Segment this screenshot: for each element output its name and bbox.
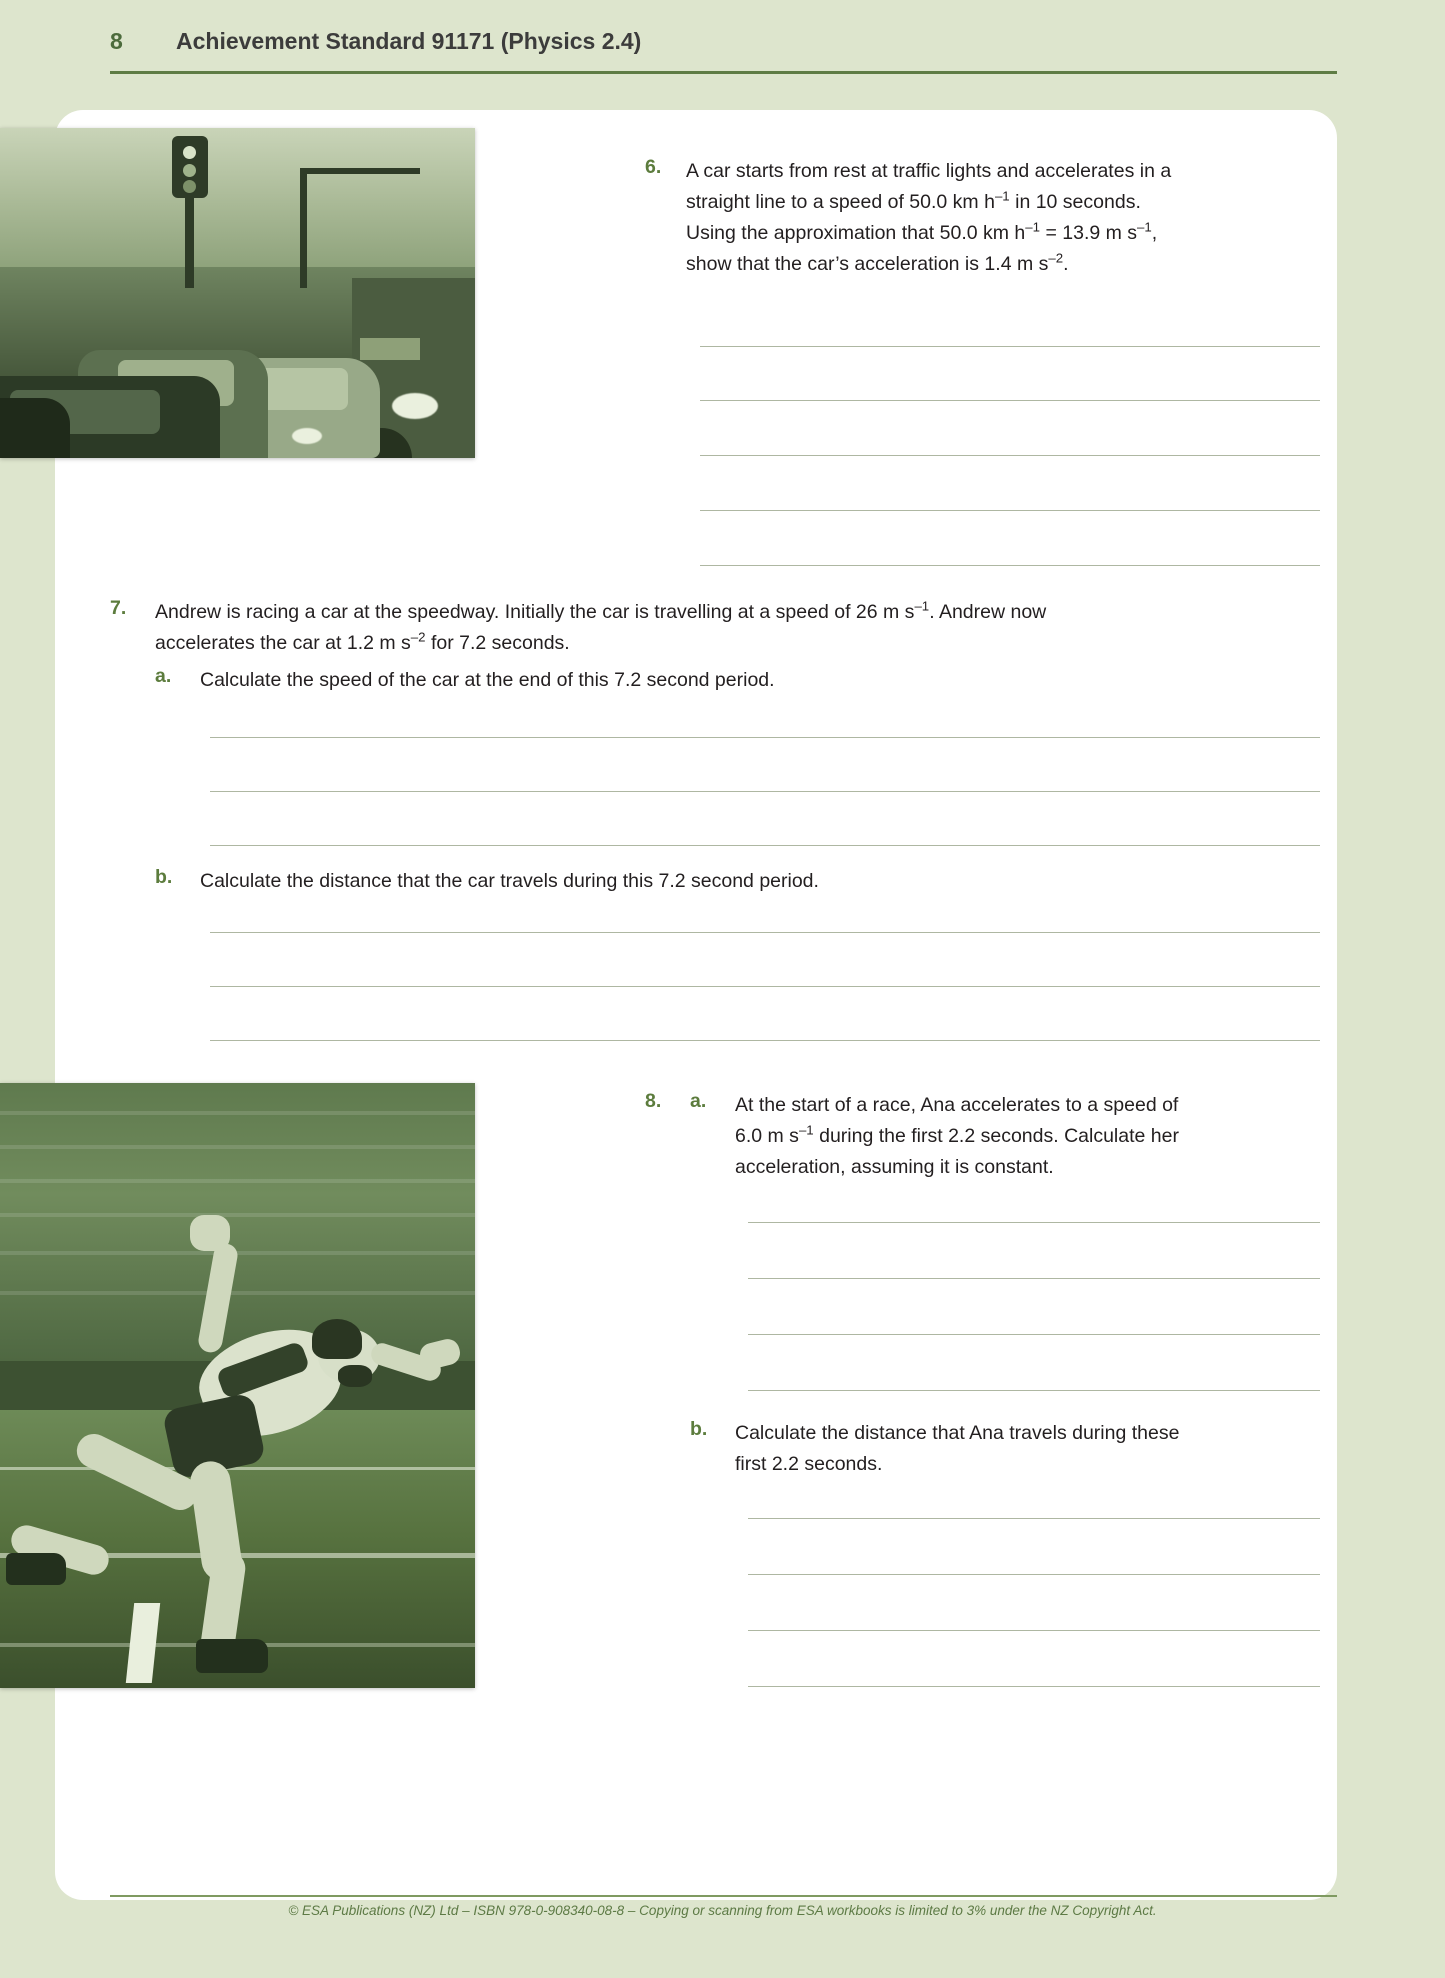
text-line-3: Using the approximation that 50.0 km $h^{-1} = 13.9$ m $s^{-1}$, <box>686 219 1158 244</box>
question-6-number: 6. <box>645 156 662 178</box>
answer-line[interactable] <box>748 1334 1320 1335</box>
header-divider <box>110 71 1337 74</box>
question-7b-text: Calculate the distance that the car travels during this 7.2 second period. <box>200 870 819 892</box>
answer-line[interactable] <box>210 1040 1320 1041</box>
text-line-2: accelerates the car at 1.2 m $s^{-2}$ for 7.2 seconds. <box>155 629 570 654</box>
text-line-1: At the start of a race, Ana accelerates to a speed of <box>735 1094 1179 1116</box>
text-line-1: A car starts from rest at traffic lights and accelerates in a <box>686 160 1172 182</box>
answer-line[interactable] <box>700 400 1320 401</box>
answer-line[interactable] <box>210 845 1320 846</box>
answer-line[interactable] <box>700 565 1320 566</box>
answer-line[interactable] <box>748 1574 1320 1575</box>
answer-line[interactable] <box>700 455 1320 456</box>
question-7a-letter: a. <box>155 665 172 687</box>
question-6-body <box>686 156 1326 280</box>
question-8b-letter: b. <box>690 1418 708 1440</box>
answer-line[interactable] <box>748 1686 1320 1687</box>
text-line-3: acceleration, assuming it is constant. <box>735 1156 1054 1178</box>
sprinter-starting-race-photo <box>0 1083 475 1688</box>
traffic-lights-cars-photo <box>0 128 475 458</box>
answer-line[interactable] <box>748 1278 1320 1279</box>
answer-line[interactable] <box>748 1518 1320 1519</box>
page-number: 8 <box>110 28 123 54</box>
answer-line[interactable] <box>748 1222 1320 1223</box>
question-8a-letter: a. <box>690 1090 707 1112</box>
question-7a-text: Calculate the speed of the car at the end of this 7.2 second period. <box>200 669 775 691</box>
text-line-4: show that the car’s acceleration is 1.4 m $s^{-2}$. <box>686 250 1069 275</box>
text-line-1: Andrew is racing a car at the speedway. Initially the car is travelling at a speed of 26 m $s^{-1}$. Andrew now <box>155 598 1047 623</box>
question-8b-text <box>735 1418 1335 1480</box>
question-7b-letter: b. <box>155 866 173 888</box>
answer-line[interactable] <box>700 346 1320 347</box>
copyright-footer: © ESA Publications (NZ) Ltd – ISBN 978-0-908340-08-8 – Copying or scanning from ESA workbooks is limited to 3% under the NZ Copyright Act. <box>288 1903 1157 1918</box>
answer-line[interactable] <box>210 932 1320 933</box>
footer-divider <box>110 1895 1337 1897</box>
page-title: Achievement Standard 91171 (Physics 2.4) <box>176 28 642 54</box>
answer-line[interactable] <box>210 986 1320 987</box>
answer-line[interactable] <box>210 791 1320 792</box>
text-line-1: Calculate the distance that Ana travels during these <box>735 1422 1180 1444</box>
text-line-2: first 2.2 seconds. <box>735 1453 883 1475</box>
answer-line[interactable] <box>748 1390 1320 1391</box>
question-8-number: 8. <box>645 1090 662 1112</box>
answer-line[interactable] <box>210 737 1320 738</box>
text-line-2: 6.0 m $s^{-1}$ during the first 2.2 seconds. Calculate her <box>735 1122 1179 1147</box>
answer-line[interactable] <box>748 1630 1320 1631</box>
question-8a-text <box>735 1090 1335 1183</box>
text-line-2: straight line to a speed of 50.0 km $h^{-1}$ in 10 seconds. <box>686 188 1141 213</box>
question-7-body <box>155 597 1335 659</box>
page-header <box>0 0 1445 82</box>
answer-line[interactable] <box>700 510 1320 511</box>
question-7-number: 7. <box>110 597 127 619</box>
